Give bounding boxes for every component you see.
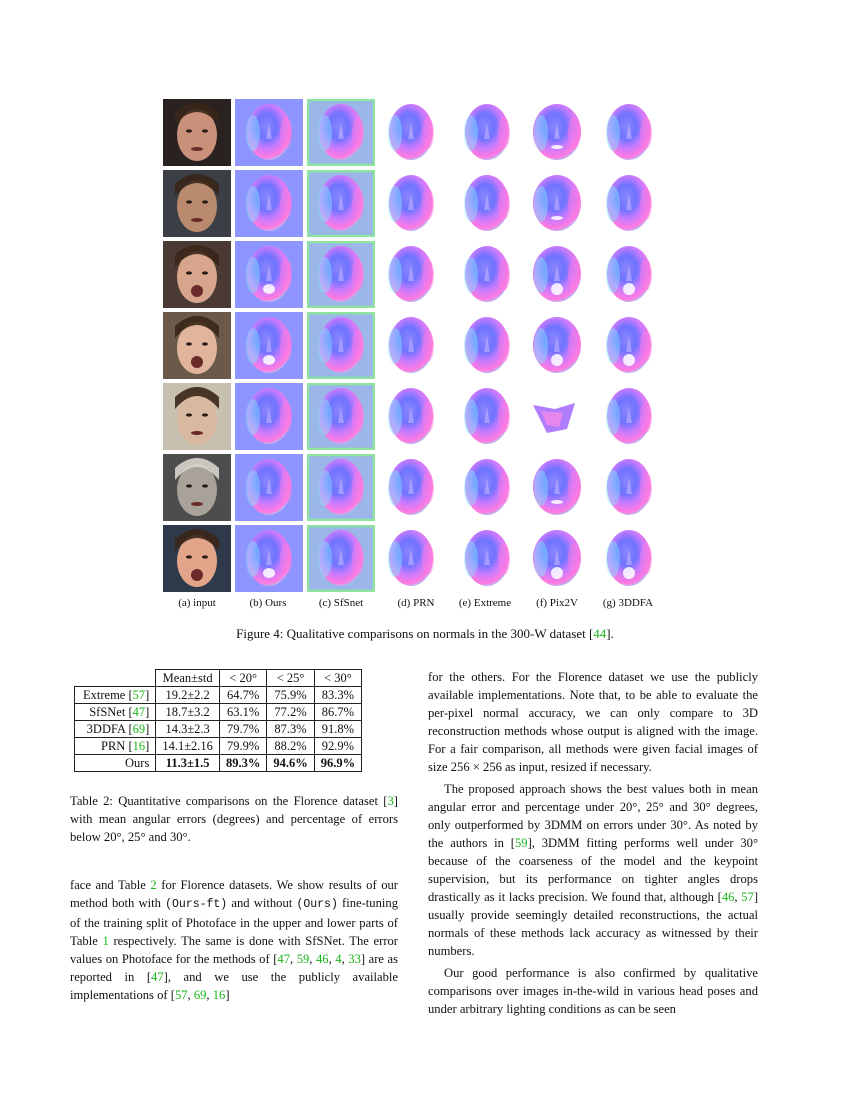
cell-mean: 19.2±2.2 bbox=[156, 687, 220, 704]
table-row bbox=[75, 687, 362, 704]
figure-column-labels bbox=[0, 597, 850, 613]
right-column-body bbox=[428, 668, 758, 1018]
column-label-sfsnet: (c) SfSnet bbox=[318, 597, 364, 609]
cell-mean: 18.7±3.2 bbox=[156, 704, 220, 721]
citation-link[interactable]: 59 bbox=[296, 952, 310, 966]
cell-p25: 75.9% bbox=[267, 687, 314, 704]
citation-link[interactable]: 47 bbox=[132, 704, 146, 719]
pix2v-normal-map bbox=[523, 454, 591, 521]
prn-normal-map bbox=[379, 454, 447, 521]
code-ours: (Ours) bbox=[296, 898, 338, 911]
column-label-3ddfa: (g) 3DDFA bbox=[602, 597, 654, 609]
prn-normal-map bbox=[379, 383, 447, 450]
cell-mean: 14.1±2.16 bbox=[156, 738, 220, 755]
table-header-row bbox=[75, 670, 362, 687]
input-photo bbox=[163, 383, 231, 450]
input-photo bbox=[163, 170, 231, 237]
cell-p30: 92.9% bbox=[314, 738, 361, 755]
citation-link[interactable]: 69 bbox=[132, 721, 146, 736]
pix2v-normal-map bbox=[523, 525, 591, 592]
sfsnet-normal-map bbox=[307, 170, 375, 237]
citation-link[interactable]: 16 bbox=[212, 988, 226, 1002]
citation-link[interactable]: 16 bbox=[132, 738, 146, 753]
left-column-body: face and Table 2 for Florence datasets. We show results of our method both with (Ours-ft) and without (Ours) fine-tuning of the training split of Photoface in the upper and lower parts of Table 1 respectively. The same is done with SfSNet. The error values on Photoface for the methods of [47, 59, 46, 4, 33] are as reported in [47], and we use the publicly available implementations of [57, 69, 16] bbox=[70, 878, 399, 1002]
figure-caption: Figure 4: Qualitative comparisons on normals in the 300-W dataset [44]. bbox=[236, 626, 614, 641]
cell-p20: 89.3% bbox=[219, 755, 266, 772]
3ddfa-normal-map bbox=[595, 454, 663, 521]
extreme-normal-map bbox=[451, 454, 519, 521]
citation-link[interactable]: 3 bbox=[387, 794, 394, 808]
input-photo bbox=[163, 99, 231, 166]
column-label-prn: (d) PRN bbox=[397, 597, 435, 609]
3ddfa-normal-map bbox=[595, 312, 663, 379]
table-row-ours bbox=[75, 755, 362, 772]
citation-link[interactable]: 57 bbox=[132, 687, 146, 702]
table-ref-link[interactable]: 2 bbox=[150, 878, 157, 892]
sfsnet-normal-map bbox=[307, 312, 375, 379]
prn-normal-map bbox=[379, 99, 447, 166]
citation-link[interactable]: 57 bbox=[174, 988, 188, 1002]
paragraph: Our good performance is also confirmed by qualitative comparisons over images in-the-wild in various head poses and under arbitrary lighting conditions as can be seen bbox=[428, 966, 758, 1016]
table-row bbox=[75, 721, 362, 738]
prn-normal-map bbox=[379, 241, 447, 308]
paragraph: for the others. For the Florence dataset we use the publicly available implementations. Note that, to be able to evaluate the per-pixel normal accuracy, we can only compare to 3D reconstruction methods whose output is aligned with the image. For a fair comparison, all methods were given facial images of size 256 × 256 as input, resized if necessary. bbox=[428, 670, 758, 774]
row-method: SfSNet [47] bbox=[75, 704, 156, 721]
row-method: PRN [16] bbox=[75, 738, 156, 755]
paragraph: The proposed approach shows the best values both in mean angular error and percentage under 20°, 25° and 30° degrees, only outperformed by 3DMM on errors under 30°. As noted by the authors in [59], 3DMM fitting performs well under 30° because of the coarseness of the model and the keypoint supervision, but its performance on tighter angles drops drastically as it lacks precision. We found that, although [46, 57] usually provide seemingly detailed reconstructions, the actual normals of these methods lack accuracy as witnessed by their numbers. bbox=[428, 782, 759, 958]
ours-normal-map bbox=[235, 241, 303, 308]
sfsnet-normal-map bbox=[307, 99, 375, 166]
cell-p25: 88.2% bbox=[267, 738, 314, 755]
prn-normal-map bbox=[379, 312, 447, 379]
cell-p25: 87.3% bbox=[267, 721, 314, 738]
pix2v-normal-map bbox=[523, 99, 591, 166]
input-photo bbox=[163, 241, 231, 308]
header-under-25: < 25° bbox=[267, 670, 314, 687]
citation-link[interactable]: 47 bbox=[277, 952, 290, 966]
extreme-normal-map bbox=[451, 241, 519, 308]
3ddfa-normal-map bbox=[595, 383, 663, 450]
extreme-normal-map bbox=[451, 312, 519, 379]
citation-link[interactable]: 57 bbox=[741, 890, 754, 904]
ours-normal-map bbox=[235, 454, 303, 521]
citation-link[interactable]: 46 bbox=[721, 890, 735, 904]
row-method: 3DDFA [69] bbox=[75, 721, 156, 738]
table-caption: Table 2: Quantitative comparisons on the Florence dataset [3] with mean angular errors (degrees) and percentage of errors below 20°, 25° and 30°. bbox=[70, 794, 398, 844]
input-photo bbox=[163, 525, 231, 592]
sfsnet-normal-map bbox=[307, 241, 375, 308]
ours-normal-map bbox=[235, 383, 303, 450]
pix2v-normal-map bbox=[523, 383, 591, 450]
header-under-30: < 30° bbox=[314, 670, 361, 687]
column-label-ours: (b) Ours bbox=[249, 597, 287, 609]
3ddfa-normal-map bbox=[595, 170, 663, 237]
cell-p20: 79.7% bbox=[219, 721, 266, 738]
3ddfa-normal-map bbox=[595, 525, 663, 592]
row-method: Ours bbox=[75, 755, 156, 772]
sfsnet-normal-map bbox=[307, 454, 375, 521]
extreme-normal-map bbox=[451, 99, 519, 166]
cell-p30: 96.9% bbox=[314, 755, 361, 772]
citation-link[interactable]: 4 bbox=[335, 952, 342, 966]
results-table bbox=[74, 669, 362, 772]
cell-p25: 77.2% bbox=[267, 704, 314, 721]
ours-normal-map bbox=[235, 99, 303, 166]
citation-link[interactable]: 59 bbox=[514, 836, 528, 850]
input-photo bbox=[163, 454, 231, 521]
sfsnet-normal-map bbox=[307, 525, 375, 592]
ours-normal-map bbox=[235, 312, 303, 379]
citation-link[interactable]: 33 bbox=[348, 952, 361, 966]
header-under-20: < 20° bbox=[219, 670, 266, 687]
cell-p25: 94.6% bbox=[267, 755, 314, 772]
input-photo bbox=[163, 312, 231, 379]
cell-p30: 83.3% bbox=[314, 687, 361, 704]
cell-p20: 79.9% bbox=[219, 738, 266, 755]
extreme-normal-map bbox=[451, 525, 519, 592]
citation-link[interactable]: 47 bbox=[151, 970, 164, 984]
citation-link[interactable]: 44 bbox=[593, 626, 607, 641]
ours-normal-map bbox=[235, 170, 303, 237]
column-label-input: (a) input bbox=[178, 597, 216, 609]
cell-p20: 64.7% bbox=[219, 687, 266, 704]
table-corner bbox=[75, 670, 156, 687]
extreme-normal-map bbox=[451, 383, 519, 450]
table-row bbox=[75, 704, 362, 721]
prn-normal-map bbox=[379, 170, 447, 237]
code-ours-ft: (Ours-ft) bbox=[165, 898, 228, 911]
pix2v-normal-map bbox=[523, 241, 591, 308]
3ddfa-normal-map bbox=[595, 241, 663, 308]
citation-link[interactable]: 46 bbox=[315, 952, 329, 966]
row-method: Extreme [57] bbox=[75, 687, 156, 704]
cell-mean: 14.3±2.3 bbox=[156, 721, 220, 738]
cell-p30: 91.8% bbox=[314, 721, 361, 738]
pix2v-normal-map bbox=[523, 170, 591, 237]
table-ref-link[interactable]: 1 bbox=[102, 934, 109, 948]
ours-normal-map bbox=[235, 525, 303, 592]
pix2v-normal-map bbox=[523, 312, 591, 379]
citation-link[interactable]: 69 bbox=[193, 988, 207, 1002]
figure-grid bbox=[163, 99, 663, 590]
sfsnet-normal-map bbox=[307, 383, 375, 450]
extreme-normal-map bbox=[451, 170, 519, 237]
cell-p20: 63.1% bbox=[219, 704, 266, 721]
header-mean-std: Mean±std bbox=[156, 670, 220, 687]
prn-normal-map bbox=[379, 525, 447, 592]
table-row bbox=[75, 738, 362, 755]
column-label-pix2v: (f) Pix2V bbox=[536, 597, 578, 609]
3ddfa-normal-map bbox=[595, 99, 663, 166]
cell-p30: 86.7% bbox=[314, 704, 361, 721]
column-label-extreme: (e) Extreme bbox=[458, 597, 512, 609]
cell-mean: 11.3±1.5 bbox=[156, 755, 220, 772]
